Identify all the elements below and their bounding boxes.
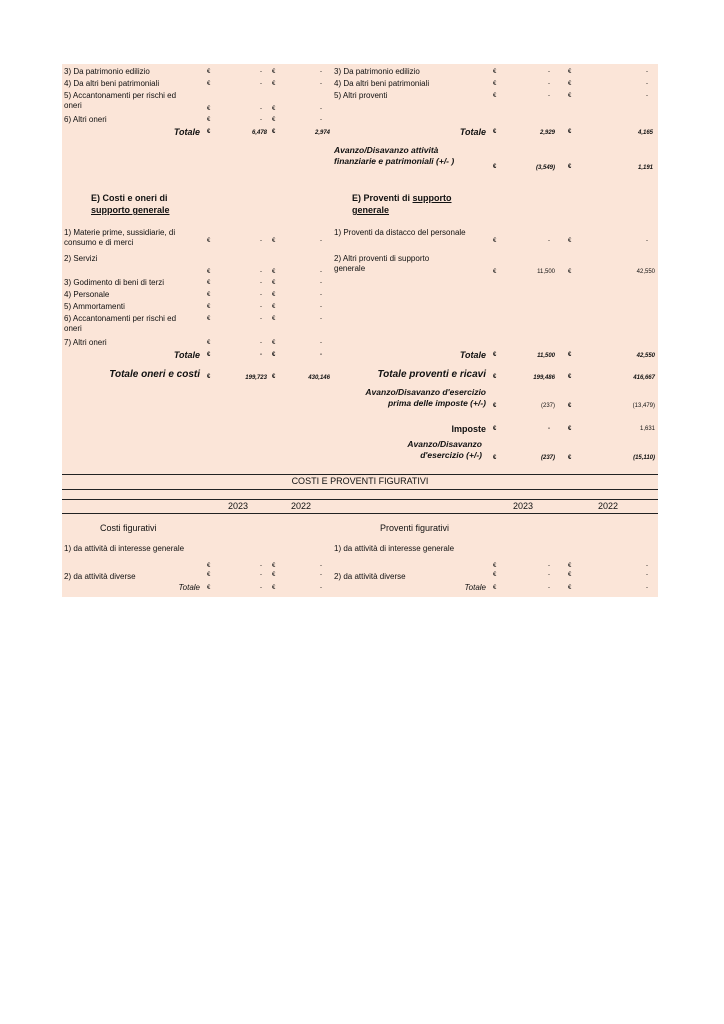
revenue-value-2022: - xyxy=(646,572,648,578)
revenue-value-2023: - xyxy=(548,572,550,578)
revenue-label: 2) Altri proventi di supporto generale xyxy=(334,254,430,273)
currency-symbol: € xyxy=(493,455,497,461)
currency-symbol: € xyxy=(493,129,497,135)
currency-symbol: € xyxy=(272,129,276,135)
cost-value-2022: - xyxy=(320,81,322,87)
cost-value-2023: - xyxy=(260,280,262,286)
currency-symbol: € xyxy=(493,164,497,170)
section-e-costs-title-underlined: supporto generale xyxy=(91,205,170,215)
currency-symbol: € xyxy=(493,563,497,569)
cost-value-2022: - xyxy=(320,572,322,578)
currency-symbol: € xyxy=(207,69,211,75)
cost-value-2022: - xyxy=(320,563,322,569)
revenue-label: 1) da attività di interesse generale xyxy=(334,544,455,553)
cost-total-2022: - xyxy=(320,585,322,591)
currency-symbol: € xyxy=(568,69,572,75)
currency-symbol: € xyxy=(272,292,276,298)
cost-label: 3) Godimento di beni di terzi xyxy=(64,278,165,287)
currency-symbol: € xyxy=(493,374,497,380)
section-e-revenues-title xyxy=(352,192,472,216)
currency-symbol: € xyxy=(568,164,572,170)
currency-symbol: € xyxy=(272,117,276,123)
revenue-value-2023: - xyxy=(548,69,550,75)
cost-value-2023: - xyxy=(260,238,262,244)
currency-symbol: € xyxy=(207,106,211,112)
currency-symbol: € xyxy=(272,280,276,286)
total-label: Totale xyxy=(459,350,486,360)
currency-symbol: € xyxy=(207,238,211,244)
totale-proventi-label: Totale proventi e ricavi xyxy=(377,369,486,380)
avanzo-finanziarie-2023: (3,549) xyxy=(535,165,555,171)
currency-symbol: € xyxy=(493,585,497,591)
currency-symbol: € xyxy=(568,455,572,461)
cost-value-2023: - xyxy=(260,81,262,87)
avanzo-finanziarie-2022: 1,191 xyxy=(637,165,653,171)
section-e-costs-title-text: E) Costi e oneri di xyxy=(91,193,168,203)
currency-symbol: € xyxy=(493,352,497,358)
avanzo-prima-imposte-label: Avanzo/Disavanzo d'esercizio prima delle imposte (+/-) xyxy=(365,387,486,408)
revenue-total-2023: - xyxy=(548,585,550,591)
currency-symbol: € xyxy=(568,426,572,432)
revenue-value-2022: 42,550 xyxy=(636,269,655,275)
imposte-2023: - xyxy=(548,426,550,432)
cost-label: 5) Ammortamenti xyxy=(64,302,125,311)
revenue-value-2023: - xyxy=(548,238,550,244)
currency-symbol: € xyxy=(207,117,211,123)
avanzo-esercizio-2023: (237) xyxy=(540,455,555,461)
currency-symbol: € xyxy=(568,374,572,380)
cost-label: 6) Altri oneri xyxy=(64,115,107,124)
currency-symbol: € xyxy=(207,340,211,346)
currency-symbol: € xyxy=(272,69,276,75)
currency-symbol: € xyxy=(493,426,497,432)
currency-symbol: € xyxy=(207,81,211,87)
currency-symbol: € xyxy=(207,572,211,578)
currency-symbol: € xyxy=(272,269,276,275)
divider xyxy=(62,513,658,514)
currency-symbol: € xyxy=(568,585,572,591)
currency-symbol: € xyxy=(207,563,211,569)
cost-total-2022: 2,974 xyxy=(314,130,330,136)
currency-symbol: € xyxy=(493,93,497,99)
cost-value-2023: - xyxy=(260,69,262,75)
currency-symbol: € xyxy=(493,238,497,244)
currency-symbol: € xyxy=(207,292,211,298)
cost-value-2022: - xyxy=(320,117,322,123)
year-header-2022: 2022 xyxy=(597,501,619,511)
imposte-label: Imposte xyxy=(451,424,486,434)
currency-symbol: € xyxy=(207,585,211,591)
cost-value-2023: - xyxy=(260,304,262,310)
currency-symbol: € xyxy=(568,129,572,135)
cost-label: 2) Servizi xyxy=(64,254,98,263)
currency-symbol: € xyxy=(493,269,497,275)
avanzo-finanziarie-label: Avanzo/Disavanzo attività finanziarie e patrimoniali (+/- ) xyxy=(334,145,455,166)
cost-label: 4) Personale xyxy=(64,290,110,299)
currency-symbol: € xyxy=(493,572,497,578)
revenue-label: 1) Proventi da distacco del personale xyxy=(334,228,466,237)
section-e-revenues-title-underlined: supporto xyxy=(412,193,452,203)
total-label: Totale xyxy=(178,583,200,592)
year-header-2023: 2023 xyxy=(227,501,249,511)
currency-symbol: € xyxy=(207,129,211,135)
currency-symbol: € xyxy=(272,304,276,310)
currency-symbol: € xyxy=(272,585,276,591)
currency-symbol: € xyxy=(272,81,276,87)
section-e-revenues-title-text: E) Proventi di xyxy=(352,193,413,203)
cost-value-2023: - xyxy=(260,106,262,112)
cost-label: 2) da attività diverse xyxy=(64,572,136,581)
cost-value-2023: - xyxy=(260,316,262,322)
revenue-label: 4) Da altri beni patrimoniali xyxy=(334,79,430,88)
avanzo-esercizio-label: Avanzo/Disavanzo d'esercizio (+/-) xyxy=(407,439,482,460)
cost-value-2022: - xyxy=(320,269,322,275)
cost-value-2022: - xyxy=(320,106,322,112)
currency-symbol: € xyxy=(207,316,211,322)
cost-value-2022: - xyxy=(320,304,322,310)
currency-symbol: € xyxy=(272,106,276,112)
totale-proventi-2022: 416,667 xyxy=(633,375,655,381)
currency-symbol: € xyxy=(207,269,211,275)
cost-value-2022: - xyxy=(320,340,322,346)
revenue-value-2023: - xyxy=(548,81,550,87)
currency-symbol: € xyxy=(272,340,276,346)
currency-symbol: € xyxy=(207,374,211,380)
currency-symbol: € xyxy=(568,81,572,87)
totale-proventi-2023: 199,486 xyxy=(533,375,555,381)
total-label: Totale xyxy=(173,350,200,360)
figurativi-title: COSTI E PROVENTI FIGURATIVI xyxy=(291,476,429,486)
cost-total-2023: 6,478 xyxy=(251,130,267,136)
cost-label: 1) Materie prime, sussidiarie, di consumo e di merci xyxy=(64,228,176,247)
currency-symbol: € xyxy=(493,81,497,87)
currency-symbol: € xyxy=(272,374,276,380)
cost-value-2022: - xyxy=(320,238,322,244)
cost-value-2023: - xyxy=(260,572,262,578)
currency-symbol: € xyxy=(272,563,276,569)
avanzo-prima-2023: (237) xyxy=(540,403,555,409)
cost-label: 7) Altri oneri xyxy=(64,338,107,347)
currency-symbol: € xyxy=(568,563,572,569)
cost-value-2022: - xyxy=(320,292,322,298)
currency-symbol: € xyxy=(272,572,276,578)
cost-label: 3) Da patrimonio edilizio xyxy=(64,67,150,76)
year-header-2023: 2023 xyxy=(512,501,534,511)
revenue-value-2023: - xyxy=(548,93,550,99)
revenue-total-2022: 42,550 xyxy=(636,353,655,359)
currency-symbol: € xyxy=(207,280,211,286)
currency-symbol: € xyxy=(568,403,572,409)
currency-symbol: € xyxy=(568,93,572,99)
cost-value-2023: - xyxy=(260,117,262,123)
cost-label: 6) Accantonamenti per rischi ed oneri xyxy=(64,314,177,333)
currency-symbol: € xyxy=(568,269,572,275)
revenue-value-2022: - xyxy=(646,93,648,99)
divider xyxy=(62,499,658,500)
revenue-value-2022: - xyxy=(646,563,648,569)
currency-symbol: € xyxy=(207,304,211,310)
cost-value-2022: - xyxy=(320,316,322,322)
revenue-value-2022: - xyxy=(646,69,648,75)
revenue-total-2023: 2,929 xyxy=(539,130,555,136)
currency-symbol: € xyxy=(568,572,572,578)
revenue-value-2022: - xyxy=(646,238,648,244)
currency-symbol: € xyxy=(272,352,276,358)
avanzo-esercizio-2022: (15,110) xyxy=(633,455,655,461)
imposte-2022: 1,631 xyxy=(639,426,655,432)
divider xyxy=(62,489,658,490)
section-e-revenues-title-underlined: generale xyxy=(352,205,390,215)
revenue-value-2023: - xyxy=(548,563,550,569)
currency-symbol: € xyxy=(568,238,572,244)
cost-label: 1) da attività di interesse generale xyxy=(64,544,185,553)
year-header-2022: 2022 xyxy=(290,501,312,511)
revenue-total-2022: - xyxy=(646,585,648,591)
section-e-costs-title xyxy=(91,192,201,216)
revenue-label: 5) Altri proventi xyxy=(334,91,388,100)
revenue-label: 2) da attività diverse xyxy=(334,572,406,581)
cost-value-2023: - xyxy=(260,292,262,298)
costi-figurativi-title: Costi figurativi xyxy=(100,523,157,533)
revenue-value-2023: 11,500 xyxy=(537,269,555,275)
revenue-value-2022: - xyxy=(646,81,648,87)
currency-symbol: € xyxy=(272,238,276,244)
revenue-label: 3) Da patrimonio edilizio xyxy=(334,67,420,76)
currency-symbol: € xyxy=(272,316,276,322)
cost-value-2022: - xyxy=(320,280,322,286)
revenue-total-2022: 4,165 xyxy=(637,130,653,136)
divider xyxy=(62,474,658,475)
total-label: Totale xyxy=(464,583,486,592)
currency-symbol: € xyxy=(493,403,497,409)
cost-value-2023: - xyxy=(260,563,262,569)
cost-value-2022: - xyxy=(320,69,322,75)
cost-value-2023: - xyxy=(260,269,262,275)
currency-symbol: € xyxy=(568,352,572,358)
currency-symbol: € xyxy=(207,352,211,358)
totale-oneri-2023: 199,723 xyxy=(245,375,267,381)
cost-value-2023: - xyxy=(260,340,262,346)
totale-oneri-label: Totale oneri e costi xyxy=(109,369,200,380)
cost-total-2023: - xyxy=(260,352,262,358)
totale-oneri-2022: 430,146 xyxy=(308,375,330,381)
revenue-total-2023: 11,500 xyxy=(537,353,555,359)
cost-total-2023: - xyxy=(260,585,262,591)
total-label: Totale xyxy=(459,127,486,137)
total-label: Totale xyxy=(173,127,200,137)
cost-label: 4) Da altri beni patrimoniali xyxy=(64,79,160,88)
avanzo-prima-2022: (13,479) xyxy=(632,403,655,409)
currency-symbol: € xyxy=(493,69,497,75)
cost-label: 5) Accantonamenti per rischi ed oneri xyxy=(64,91,177,110)
proventi-figurativi-title: Proventi figurativi xyxy=(380,523,450,533)
cost-total-2022: - xyxy=(320,352,322,358)
